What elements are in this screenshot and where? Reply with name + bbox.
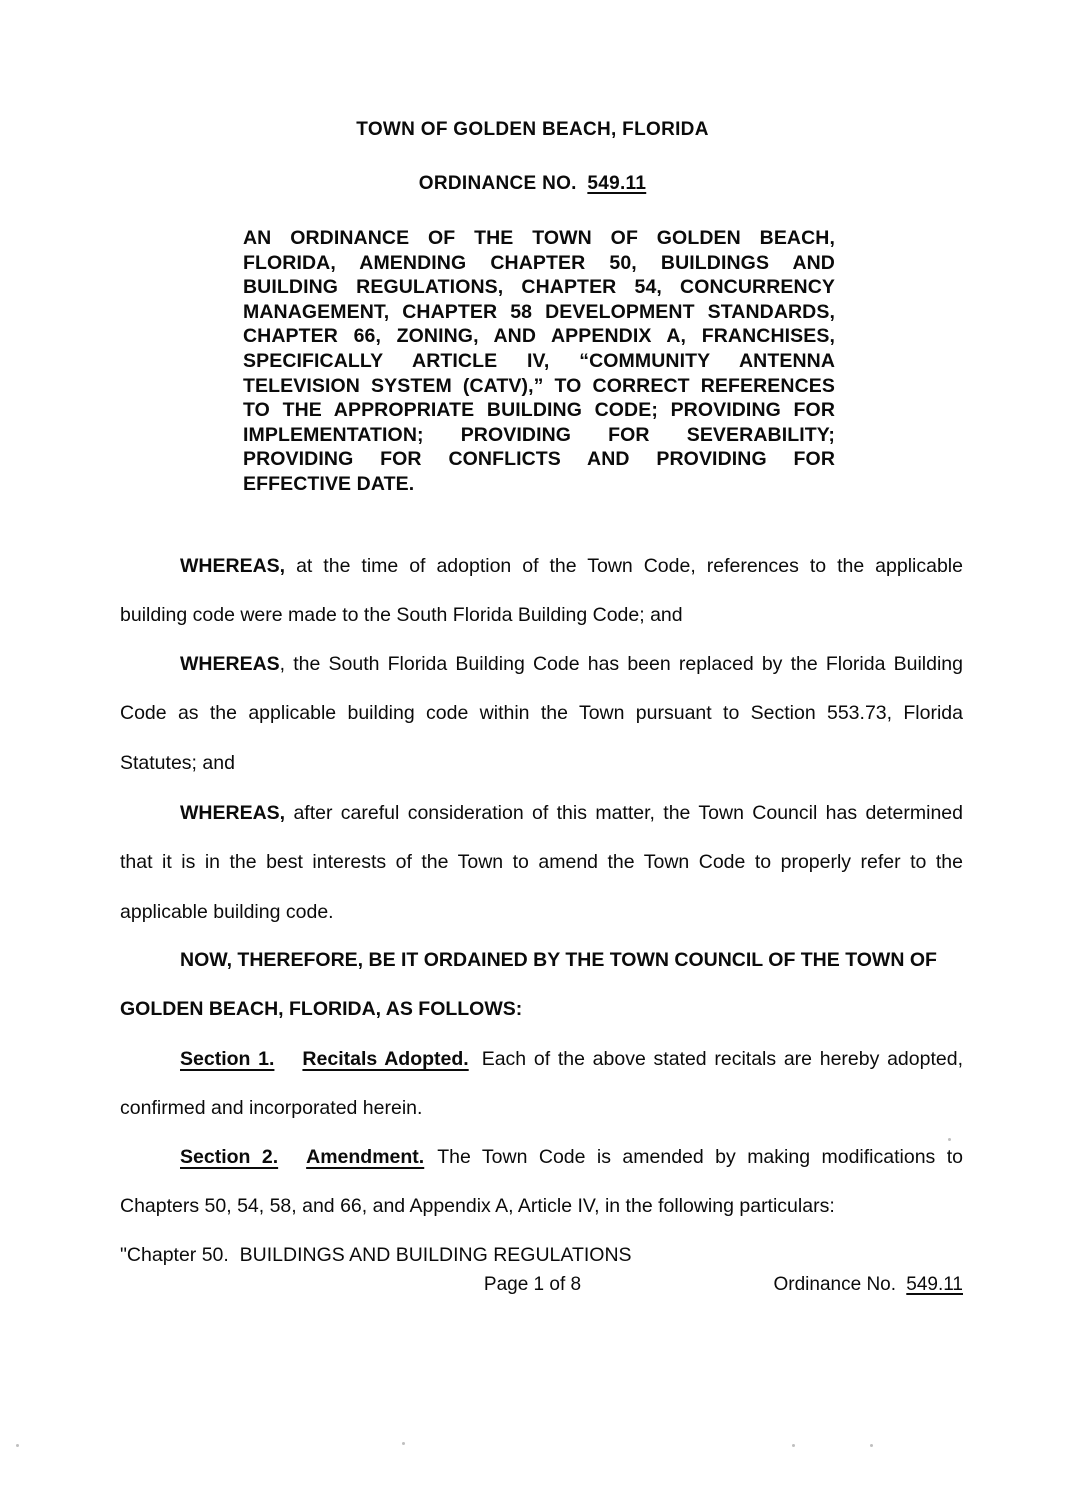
footer-ordinance-label: Ordinance No. <box>773 1274 897 1295</box>
ordinance-caption: AN ORDINANCE OF THE TOWN OF GOLDEN BEACH, FLORIDA, AMENDING CHAPTER 50, BUILDINGS AND BUILDING REGULATIONS, CHAPTER 54, CONCURRENCY MANAGEMENT, CHAPTER 58 DEVELOPMENT STANDARDS, CHAPTER 66, ZONING, AND APPENDIX A, FRANCHISES, SPECIFICALLY ARTICLE IV, “COMMUNITY ANTENNA TELEVISION SYSTEM (CATV),” TO CORRECT REFERENCES TO THE APPROPRIATE BUILDING CODE; PROVIDING FOR IMPLEMENTATION; PROVIDING FOR SEVERABILITY; PROVIDING FOR CONFLICTS AND PROVIDING FOR EFFECTIVE DATE. <box>243 227 835 495</box>
section-1-text: Each of the above stated recitals are hereby adopted, confirmed and incorporated herein. <box>120 1048 963 1120</box>
recital-text-2: , the South Florida Building Code has been replaced by the Florida Building Code as the applicable building code within the Town pursuant to Section 553.73, Florida Statutes; and <box>120 653 963 774</box>
recital-paragraph-2 <box>120 640 963 788</box>
ordinance-number-label: ORDINANCE NO. <box>418 173 577 194</box>
section-2-heading: Amendment. <box>306 1146 425 1168</box>
section-1-paragraph <box>120 1035 963 1134</box>
recital-text-1: at the time of adoption of the Town Code, references to the applicable building code were made to the South Florida Building Code; and <box>120 555 963 627</box>
scan-artifact <box>948 1138 951 1141</box>
ordinance-number: 549.11 <box>587 173 647 194</box>
section-1-label: Section 1. <box>180 1048 275 1070</box>
recital-text-3: after careful consideration of this matter, the Town Council has determined that it is in the best interests of the Town to amend the Town Code to properly refer to the applicable building code. <box>120 802 963 923</box>
section-2-label: Section 2. <box>180 1146 279 1168</box>
scan-artifact <box>16 1444 19 1447</box>
section-2-text: The Town Code is amended by making modifications to Chapters 50, 54, 58, and 66, and Appendix A, Article IV, in the following particulars: <box>120 1146 963 1218</box>
page-number-indicator: Page 1 of 8 <box>483 1274 582 1295</box>
whereas-lead-2: WHEREAS <box>180 653 280 675</box>
ordinance-number-line <box>0 173 1065 195</box>
scan-artifact <box>402 1442 405 1445</box>
section-2-paragraph <box>120 1133 963 1232</box>
footer-ordinance-number: 549.11 <box>906 1274 963 1295</box>
chapter-50-heading: "Chapter 50. BUILDINGS AND BUILDING REGULATIONS <box>120 1244 632 1266</box>
page-footer <box>0 1274 1065 1300</box>
recital-paragraph-1 <box>120 542 963 641</box>
recital-paragraph-3 <box>120 789 963 937</box>
scan-artifact <box>792 1444 795 1447</box>
enacting-clause: NOW, THEREFORE, BE IT ORDAINED BY THE TOWN COUNCIL OF THE TOWN OF GOLDEN BEACH, FLORIDA, AS FOLLOWS: <box>120 949 937 1021</box>
document-title: TOWN OF GOLDEN BEACH, FLORIDA <box>356 119 709 140</box>
whereas-lead-1: WHEREAS, <box>180 555 286 577</box>
section-1-heading: Recitals Adopted. <box>302 1048 469 1070</box>
whereas-lead-3: WHEREAS, <box>180 802 286 824</box>
scan-artifact <box>870 1444 873 1447</box>
footer-ordinance-reference <box>774 1274 964 1296</box>
